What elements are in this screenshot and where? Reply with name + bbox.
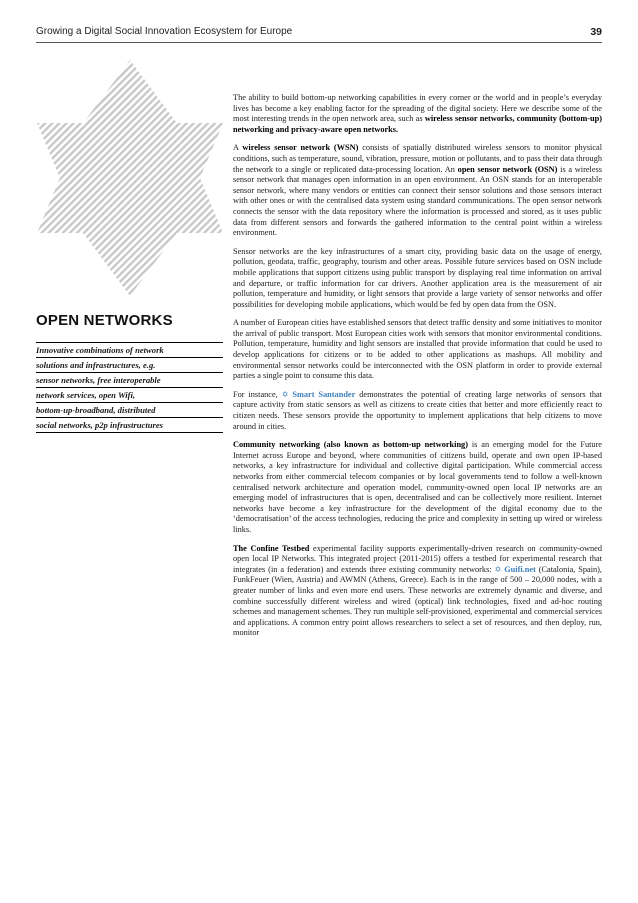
keyword-line: sensor networks, free interoperable xyxy=(36,373,223,388)
keywords-box xyxy=(36,342,223,433)
paragraph-confine-testbed: The Confine Testbed experimental facility supports experimentally-driven research on community-owned open local IP Networks. This integrated project (2011-2015) offers a testbed for experimental research that integrates (in a federation) and extends three existing community networks: ✡ Guifi.net (Catalonia, Spain), FunkFeuer (Wien, Austria) and AWMN (Athens, Greece). Each is in the range of 500 – 20,000 nodes, with a greater number of links and even more end users. These networks are extremely dynamic and diverse, and combine successfully different wireless and wired (optical) link technologies, fixed and ad-hoc routing schemes and management schemes. They run multiple self-provisioned, experimental and commercial services and applications. A common entry point allows researchers to select a set of resources, and then deploy, run, monitor xyxy=(233,543,603,638)
reference-star-icon: ✡ xyxy=(281,389,289,399)
keyword-line: network services, open Wifi, xyxy=(36,388,223,403)
paragraph-smart-city: Sensor networks are the key infrastructures of a smart city, providing basic data on the usage of energy, pollution, geodata, traffic, geography, tourism and other areas. Possible future services based on OSN include mobile applications that support citizens using public transport by displaying real time information on arrival and departure, or traffic information for car drivers. Another application area is the measurement of air pollution, temperature and humidity, or light sensors that provide a large variety of sensor networks and offer possibilities for developing mobile applications, which would be fed by open data from the OSN. xyxy=(233,246,602,309)
paragraph-european-cities: A number of European cities have established sensors that detect traffic density and some initiatives to monitor the arrival of public transport. Most European cities work with sensors that monitor environmental conditions. Pollution, temperature, humidity and light sensors are installed that provide information that could be used to develop applications for citizens or to be added to other applications as mashups. All mobility and environmental sensor networks could be interconnected with the OSN platform in order to provide external parties a single point to consume this data. xyxy=(233,318,602,381)
paragraph-wsn: A wireless sensor network (WSN) consists of spatially distributed wireless sensors to monitor physical conditions, such as temperature, sound, vibration, pressure, motion or pollutants, and to pass their data through the network to a single or replicated data-processing location. An open sensor network (OSN) is a wireless sensor network that manages open information in an open environment. An OSN stands for an interoperable sensor network, where many vendors or entities can connect their sensor solutions and those sensors interact with other ones or with the centralised data system using standard communications. The open sensor network connects the sensor with the data repository where the information is processed and stored, as it uses public data from different sensors and forwards the gathered information to the central point within a wireless environment. xyxy=(233,143,603,238)
page-header xyxy=(36,26,602,43)
main-text-column xyxy=(233,93,602,647)
page-number: 39 xyxy=(590,26,602,38)
paragraph-community-networking: Community networking (also known as bottom-up networking) is an emerging model for the Future Internet across Europe and beyond, where communities of citizens build, operate and own open IP-based networks, a key infrastructure for individual and collective digital participation. While commercial access networks from either commercial telecom companies or by local governments tend to follow a well-known centralised network architecture and operation model, community-owned open local IP networks are an emerging model of infrastructures that is open, decentralised and can be collectively more resilient. Internet networks have become a key infrastructure for the development of the digital economy due to the ‘democratisation’ of the access technologies, reducing the price and complexity in setting up wired or wireless links. xyxy=(233,440,602,534)
smart-santander-link[interactable]: Smart Santander xyxy=(292,389,356,399)
keyword-line: social networks, p2p infrastructures xyxy=(36,418,223,433)
section-title: OPEN NETWORKS xyxy=(36,312,173,329)
guifi-net-link[interactable]: Guifi.net xyxy=(504,564,536,574)
running-title: Growing a Digital Social Innovation Ecosystem for Europe xyxy=(36,26,293,37)
keyword-line: bottom-up-broadband, distributed xyxy=(36,403,223,418)
star-graphic xyxy=(36,60,224,296)
reference-star-icon: ✡ xyxy=(494,564,502,574)
keyword-line: solutions and infrastructures, e.g. xyxy=(36,358,223,373)
keyword-line: Innovative combinations of network xyxy=(36,343,223,358)
paragraph-intro: The ability to build bottom-up networking capabilities in every corner or the world and in people’s everyday lives has become a key enabling factor for the spreading of the digital society. Here we describe some of the most interesting trends in the open network area, such as wireless sensor networks, community (bottom-up) networking and privacy-aware open networks. xyxy=(233,93,602,134)
paragraph-smart-santander: For instance, ✡ Smart Santander demonstrates the potential of creating large networks of sensors that capture activity from static sensors as well as citizens to create cities that better and more efficiently react to citizen needs. These sensors provide the opportunity to implement applications that help citizens to move around in cities. xyxy=(233,389,602,431)
